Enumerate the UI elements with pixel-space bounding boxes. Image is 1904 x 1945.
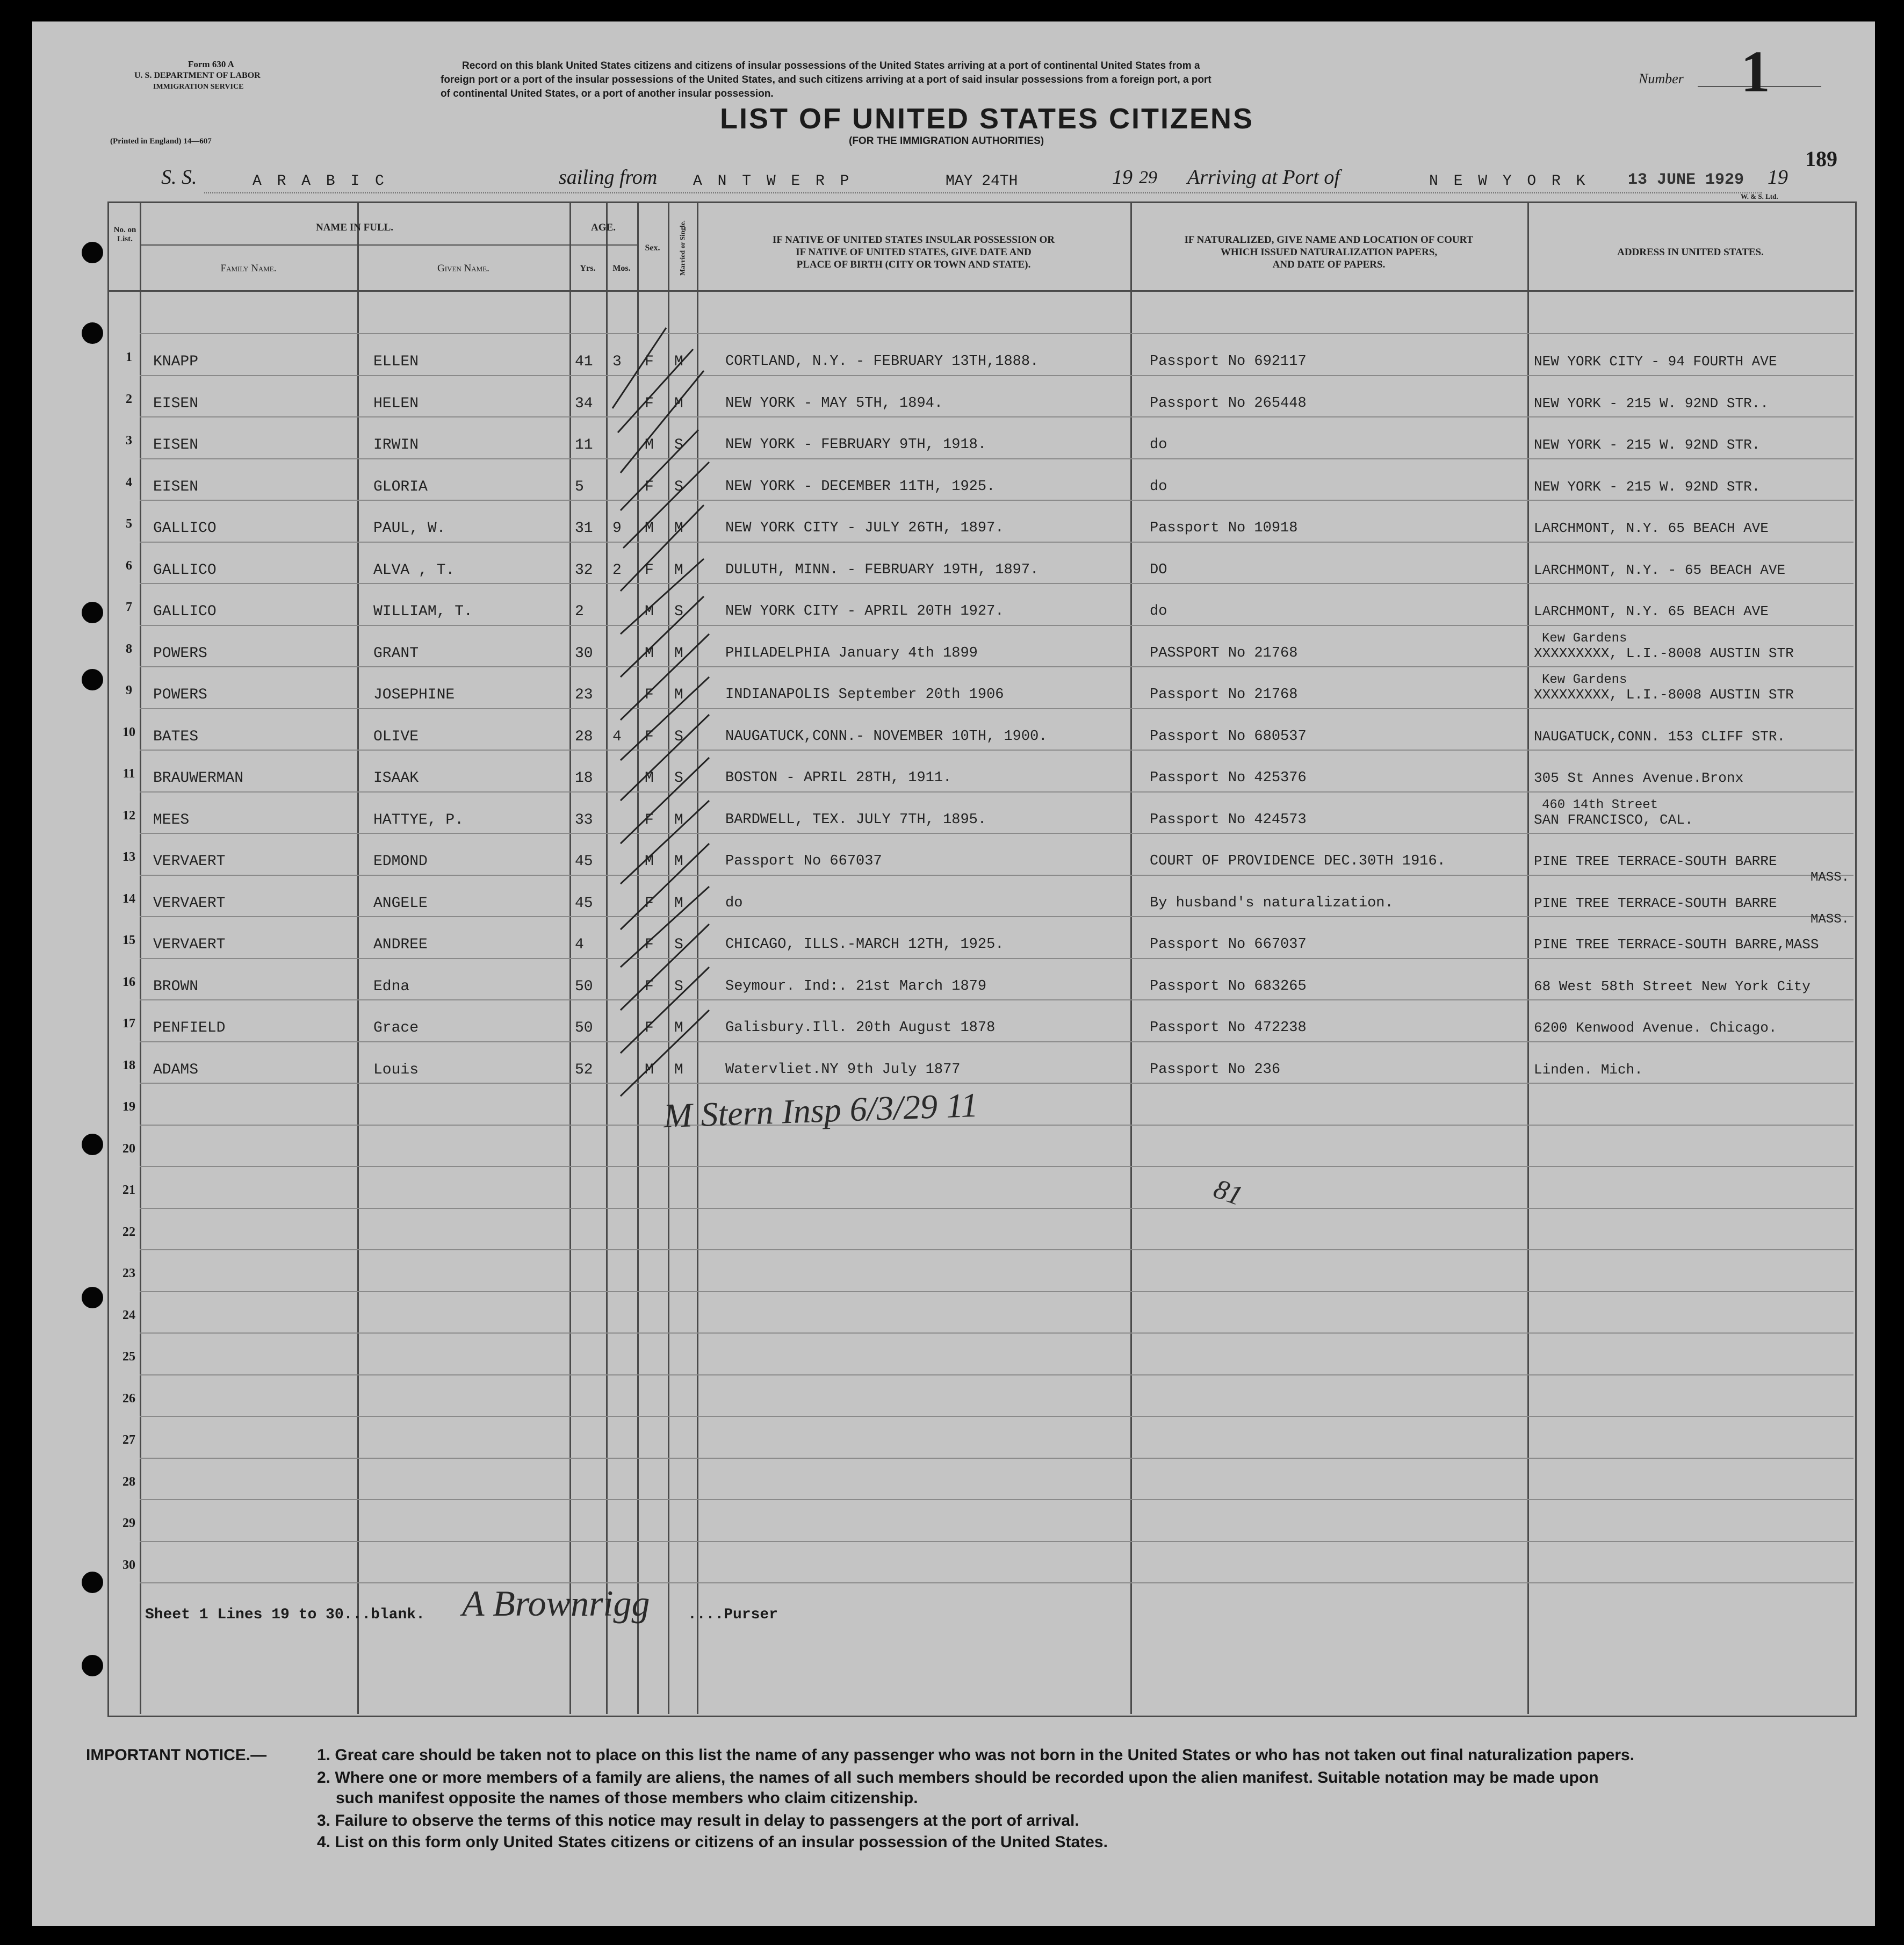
birth-place-date: BARDWELL, TEX. JULY 7TH, 1895. xyxy=(725,812,987,828)
family-name: EISEN xyxy=(153,395,199,412)
given-name: ELLEN xyxy=(373,354,419,370)
marital-status: S xyxy=(674,603,683,620)
header-bottom xyxy=(107,290,1853,292)
header-age: AGE. xyxy=(591,222,616,233)
address-extra: Kew Gardens xyxy=(1542,673,1627,687)
sex: F xyxy=(645,354,654,370)
birth-place-date: Watervliet.NY 9th July 1877 xyxy=(725,1062,961,1078)
line-number: 20 xyxy=(122,1142,135,1156)
ruled-line xyxy=(140,791,1853,793)
line-number: 12 xyxy=(122,809,135,823)
family-name: BATES xyxy=(153,729,199,745)
line-number: 11 xyxy=(122,767,135,781)
family-name: EISEN xyxy=(153,437,199,453)
family-name: GALLICO xyxy=(153,562,217,579)
header-yrs: Yrs. xyxy=(580,264,596,273)
naturalization: do xyxy=(1150,603,1167,619)
naturalization: Passport No 21768 xyxy=(1150,687,1298,703)
ruled-line xyxy=(140,708,1853,709)
ruled-line xyxy=(140,1458,1853,1459)
naturalization: do xyxy=(1150,479,1167,495)
port-from: A N T W E R P xyxy=(693,173,853,190)
ruled-line xyxy=(140,542,1853,543)
address: 6200 Kenwood Avenue. Chicago. xyxy=(1534,1020,1777,1036)
ship-name: A R A B I C xyxy=(253,173,387,190)
check-mark xyxy=(621,967,709,1053)
marital-status: M xyxy=(674,812,683,829)
naturalization: Passport No 265448 xyxy=(1150,395,1307,412)
birth-place-date: NAUGATUCK,CONN.- NOVEMBER 10TH, 1900. xyxy=(725,729,1048,745)
check-mark xyxy=(612,328,666,408)
service: IMMIGRATION SERVICE xyxy=(153,83,244,91)
address: NEW YORK - 215 W. 92ND STR.. xyxy=(1534,395,1769,412)
family-name: BRAUWERMAN xyxy=(153,770,244,787)
family-name: VERVAERT xyxy=(153,937,226,953)
check-mark xyxy=(621,715,709,801)
check-mark xyxy=(621,505,704,591)
punch-hole xyxy=(82,669,103,690)
given-name: Louis xyxy=(373,1062,419,1078)
sex: F xyxy=(645,687,654,703)
record-note-2: foreign port or a port of the insular possessions of the United States, and such citizens arriving at a port of said insular possessions from a foreign port, a port xyxy=(441,74,1211,85)
age-years: 2 xyxy=(575,603,584,620)
marital-status: S xyxy=(674,937,683,953)
given-name: ANGELE xyxy=(373,895,428,912)
line-number: 27 xyxy=(122,1433,135,1447)
birth-place-date: NEW YORK CITY - JULY 26TH, 1897. xyxy=(725,520,1004,536)
corner-number: 189 xyxy=(1805,147,1837,171)
notice-item-2: 2. Where one or more members of a family are aliens, the names of all such members should be recorded upon the alien manifest. Suitable notation may be made upon xyxy=(317,1769,1599,1786)
naturalization: By husband's naturalization. xyxy=(1150,895,1394,911)
check-mark xyxy=(621,801,709,884)
family-name: POWERS xyxy=(153,645,207,662)
check-mark xyxy=(621,758,709,844)
address: NEW YORK - 215 W. 92ND STR. xyxy=(1534,437,1761,453)
ruled-line xyxy=(140,1249,1853,1250)
marital-status: S xyxy=(674,729,683,745)
name-subheader-line xyxy=(140,244,569,246)
given-name: Edna xyxy=(373,978,410,995)
given-name: IRWIN xyxy=(373,437,419,453)
punch-hole xyxy=(82,1655,103,1676)
ruled-line xyxy=(140,1499,1853,1500)
line-number: 28 xyxy=(122,1475,135,1489)
sex: M xyxy=(645,437,654,453)
ss-label: S. S. xyxy=(161,166,197,189)
address: NEW YORK - 215 W. 92ND STR. xyxy=(1534,479,1761,495)
sailing-from-label: sailing from xyxy=(559,166,658,189)
birth-place-date: DULUTH, MINN. - FEBRUARY 19TH, 1897. xyxy=(725,562,1039,578)
header-native-1: IF NATIVE OF UNITED STATES INSULAR POSSESSION OR xyxy=(773,234,1055,246)
header-nat-2: WHICH ISSUED NATURALIZATION PAPERS, xyxy=(1220,247,1438,258)
family-name: KNAPP xyxy=(153,354,199,370)
line-number: 21 xyxy=(122,1183,135,1197)
family-name: GALLICO xyxy=(153,603,217,620)
age-years: 18 xyxy=(575,770,593,787)
age-years: 45 xyxy=(575,895,593,912)
header-family: Family Name. xyxy=(220,263,277,274)
line-number: 3 xyxy=(126,434,132,448)
given-name: HATTYE, P. xyxy=(373,812,464,829)
birth-place-date: NEW YORK CITY - APRIL 20TH 1927. xyxy=(725,603,1004,619)
check-mark xyxy=(621,596,704,677)
given-name: GRANT xyxy=(373,645,419,662)
check-mark xyxy=(621,559,704,634)
line-number: 7 xyxy=(126,600,132,614)
header-native-2: IF NATIVE OF UNITED STATES, GIVE DATE AND xyxy=(796,247,1032,258)
marital-status: M xyxy=(674,520,683,537)
footer-purser: ....Purser xyxy=(688,1607,778,1623)
birth-place-date: CORTLAND, N.Y. - FEBRUARY 13TH,1888. xyxy=(725,354,1039,370)
naturalization: Passport No 680537 xyxy=(1150,729,1307,745)
record-note-1: Record on this blank United States citizens and citizens of insular possessions of the United States arriving at a port of continental United States from a xyxy=(462,60,1200,71)
check-mark xyxy=(621,1010,709,1096)
page-title: LIST OF UNITED STATES CITIZENS xyxy=(720,103,1254,135)
ruled-line xyxy=(140,375,1853,376)
punch-hole xyxy=(82,242,103,263)
purser-signature: A Brownrigg xyxy=(462,1583,650,1624)
notice-item-2-cont: such manifest opposite the names of those members who claim citizenship. xyxy=(336,1789,918,1807)
family-name: BROWN xyxy=(153,978,199,995)
notice-item-4: 4. List on this form only United States citizens or citizens of an insular possession of the United States. xyxy=(317,1833,1108,1851)
header-sex: Sex. xyxy=(645,243,660,253)
age-years: 45 xyxy=(575,853,593,870)
naturalization: Passport No 10918 xyxy=(1150,520,1298,536)
ruled-line xyxy=(140,1083,1853,1084)
ruled-line xyxy=(140,1374,1853,1375)
list-number: 1 xyxy=(1741,39,1770,104)
sex: F xyxy=(645,812,654,829)
age-months: 9 xyxy=(612,520,622,537)
footer-sheet-note: Sheet 1 Lines 19 to 30...blank. xyxy=(145,1607,425,1623)
check-mark xyxy=(621,887,709,967)
arriving-label: Arriving at Port of xyxy=(1187,166,1340,189)
check-mark xyxy=(621,844,709,930)
sex: M xyxy=(645,520,654,537)
punch-hole xyxy=(82,322,103,344)
header-address: ADDRESS IN UNITED STATES. xyxy=(1617,247,1764,258)
marital-status: S xyxy=(674,479,683,495)
ruled-line xyxy=(140,1582,1853,1583)
line-number: 14 xyxy=(122,892,135,906)
page-subtitle: (FOR THE IMMIGRATION AUTHORITIES) xyxy=(849,135,1044,147)
line-number: 26 xyxy=(122,1392,135,1406)
age-years: 33 xyxy=(575,812,593,829)
naturalization: Passport No 472238 xyxy=(1150,1020,1307,1036)
line-number: 30 xyxy=(122,1558,135,1572)
manifest-sheet xyxy=(32,21,1875,1926)
handwritten-checkmarks xyxy=(569,247,763,1139)
marital-status: M xyxy=(674,895,683,912)
age-years: 30 xyxy=(575,645,593,662)
address-extra: 460 14th Street xyxy=(1542,798,1658,812)
address-extra: MASS. xyxy=(1811,912,1850,927)
notice-item-1: 1. Great care should be taken not to place on this list the name of any passenger who was not born in the United States or who has not taken out final naturalization papers. xyxy=(317,1746,1635,1764)
line-number: 1 xyxy=(126,350,132,364)
check-mark xyxy=(621,634,709,720)
page-mark: 81 xyxy=(1209,1173,1247,1212)
address: NAUGATUCK,CONN. 153 CLIFF STR. xyxy=(1534,729,1786,745)
address: PINE TREE TERRACE-SOUTH BARRE xyxy=(1534,853,1777,869)
ruled-line xyxy=(140,1166,1853,1167)
given-name: ISAAK xyxy=(373,770,419,787)
ruled-line xyxy=(140,875,1853,876)
age-subheader-line xyxy=(569,244,637,246)
table-frame xyxy=(107,201,1857,1717)
ruled-line xyxy=(140,1541,1853,1542)
line-number: 4 xyxy=(126,476,132,489)
arrival-stamp: 13 JUNE 1929 xyxy=(1628,171,1744,189)
marital-status: M xyxy=(674,562,683,579)
marital-status: M xyxy=(674,1020,683,1036)
given-name: Grace xyxy=(373,1020,419,1036)
sailing-date: MAY 24TH xyxy=(946,173,1018,190)
ruled-line xyxy=(140,333,1853,334)
sex: M xyxy=(645,770,654,787)
marital-status: M xyxy=(674,645,683,662)
punch-hole xyxy=(82,1287,103,1308)
ruled-line xyxy=(140,458,1853,459)
line-number: 10 xyxy=(122,725,135,739)
ruled-line xyxy=(140,750,1853,751)
age-years: 41 xyxy=(575,354,593,370)
age-years: 28 xyxy=(575,729,593,745)
ruled-line xyxy=(140,666,1853,667)
address-extra: Kew Gardens xyxy=(1542,631,1627,646)
age-years: 31 xyxy=(575,520,593,537)
form-number: Form 630 A xyxy=(188,59,234,69)
marital-status: M xyxy=(674,354,683,370)
naturalization: Passport No 424573 xyxy=(1150,812,1307,828)
line-number: 17 xyxy=(122,1017,135,1031)
ruled-line xyxy=(140,958,1853,959)
family-name: GALLICO xyxy=(153,520,217,537)
age-years: 52 xyxy=(575,1062,593,1078)
check-mark xyxy=(618,349,693,433)
age-years: 50 xyxy=(575,978,593,995)
line-number: 25 xyxy=(122,1350,135,1364)
line-number: 8 xyxy=(126,642,132,656)
header-native-3: PLACE OF BIRTH (CITY OR TOWN AND STATE). xyxy=(796,259,1031,270)
ruled-line xyxy=(140,999,1853,1000)
sex: M xyxy=(645,1062,654,1078)
ruled-line xyxy=(140,916,1853,917)
marital-status: M xyxy=(674,1062,683,1078)
punch-hole xyxy=(82,602,103,623)
age-years: 50 xyxy=(575,1020,593,1036)
age-months: 3 xyxy=(612,354,622,370)
ruled-line xyxy=(140,416,1853,417)
punch-hole xyxy=(82,1134,103,1155)
sex: F xyxy=(645,895,654,912)
birth-place-date: Galisbury.Ill. 20th August 1878 xyxy=(725,1020,996,1036)
given-name: ALVA , T. xyxy=(373,562,455,579)
given-name: HELEN xyxy=(373,395,419,412)
address: 305 St Annes Avenue.Bronx xyxy=(1534,770,1744,786)
address: LARCHMONT, N.Y. 65 BEACH AVE xyxy=(1534,520,1769,536)
naturalization: Passport No 692117 xyxy=(1150,354,1307,370)
address: PINE TREE TERRACE-SOUTH BARRE xyxy=(1534,895,1777,911)
ruled-line xyxy=(140,1125,1853,1126)
header-given: Given Name. xyxy=(437,263,489,274)
naturalization: Passport No 683265 xyxy=(1150,978,1307,995)
record-note-3: of continental United States, or a port of another insular possession. xyxy=(441,88,774,99)
age-years: 34 xyxy=(575,395,593,412)
given-name: GLORIA xyxy=(373,479,428,495)
sex: F xyxy=(645,729,654,745)
notice-heading: IMPORTANT NOTICE.— xyxy=(86,1746,267,1764)
sex: F xyxy=(645,479,654,495)
birth-place-date: PHILADELPHIA January 4th 1899 xyxy=(725,645,978,661)
ruled-line xyxy=(140,833,1853,834)
department: U. S. DEPARTMENT OF LABOR xyxy=(134,71,261,80)
family-name: ADAMS xyxy=(153,1062,199,1078)
birth-place-date: INDIANAPOLIS September 20th 1906 xyxy=(725,687,1004,703)
address: Linden. Mich. xyxy=(1534,1062,1643,1078)
birth-place-date: NEW YORK - MAY 5TH, 1894. xyxy=(725,395,943,412)
line-number: 6 xyxy=(126,559,132,573)
sex: F xyxy=(645,562,654,579)
address: LARCHMONT, N.Y. 65 BEACH AVE xyxy=(1534,603,1769,619)
marital-status: M xyxy=(674,395,683,412)
line-number: 24 xyxy=(122,1308,135,1322)
ruled-line xyxy=(140,1416,1853,1417)
age-years: 23 xyxy=(575,687,593,703)
marital-status: M xyxy=(674,687,683,703)
ruled-line xyxy=(140,1208,1853,1209)
given-name: ANDREE xyxy=(373,937,428,953)
given-name: PAUL, W. xyxy=(373,520,446,537)
given-name: OLIVE xyxy=(373,729,419,745)
line-number: 5 xyxy=(126,517,132,531)
family-name: VERVAERT xyxy=(153,895,226,912)
year-suffix: 29 xyxy=(1139,168,1157,188)
sex: F xyxy=(645,395,654,412)
port-to: N E W Y O R K xyxy=(1429,173,1589,190)
address: 68 West 58th Street New York City xyxy=(1534,978,1811,995)
ruled-line xyxy=(140,1291,1853,1292)
ruled-line xyxy=(140,1041,1853,1042)
age-years: 32 xyxy=(575,562,593,579)
marital-status: M xyxy=(674,853,683,870)
address: SAN FRANCISCO, CAL. xyxy=(1534,812,1693,828)
given-name: WILLIAM, T. xyxy=(373,603,473,620)
line-number: 13 xyxy=(122,850,135,864)
marital-status: S xyxy=(674,770,683,787)
address: XXXXXXXXX, L.I.-8008 AUSTIN STR xyxy=(1534,687,1794,703)
given-name: EDMOND xyxy=(373,853,428,870)
sex: F xyxy=(645,937,654,953)
check-mark xyxy=(621,924,709,1010)
header-name: NAME IN FULL. xyxy=(315,222,394,233)
check-mark xyxy=(621,430,698,510)
address: LARCHMONT, N.Y. - 65 BEACH AVE xyxy=(1534,562,1786,578)
line-number: 2 xyxy=(126,392,132,406)
family-name: MEES xyxy=(153,812,190,829)
address-extra: MASS. xyxy=(1811,870,1850,885)
sex: M xyxy=(645,645,654,662)
ruled-line xyxy=(140,583,1853,584)
ruled-line xyxy=(140,500,1853,501)
birth-place-date: do xyxy=(725,895,743,911)
naturalization: Passport No 236 xyxy=(1150,1062,1281,1078)
notice-item-3: 3. Failure to observe the terms of this notice may result in delay to passengers at the port of arrival. xyxy=(317,1812,1079,1829)
printed-note: (Printed in England) 14—607 xyxy=(110,137,212,146)
punch-hole xyxy=(82,1572,103,1593)
check-mark xyxy=(623,462,709,548)
check-mark xyxy=(621,371,704,473)
birth-place-date: NEW YORK - FEBRUARY 9TH, 1918. xyxy=(725,437,987,453)
family-name: EISEN xyxy=(153,479,199,495)
naturalization: Passport No 425376 xyxy=(1150,770,1307,786)
ws-ltd: W. & S. Ltd. xyxy=(1741,192,1778,200)
birth-place-date: BOSTON - APRIL 28TH, 1911. xyxy=(725,770,952,786)
birth-place-date: Passport No 667037 xyxy=(725,853,882,869)
age-months: 4 xyxy=(612,729,622,745)
sex: F xyxy=(645,978,654,995)
birth-place-date: Seymour. Ind:. 21st March 1879 xyxy=(725,978,987,995)
sex: M xyxy=(645,603,654,620)
sex: F xyxy=(645,1020,654,1036)
year-prefix: 19 xyxy=(1112,166,1133,189)
birth-place-date: CHICAGO, ILLS.-MARCH 12TH, 1925. xyxy=(725,937,1004,953)
family-name: PENFIELD xyxy=(153,1020,226,1036)
naturalization: Passport No 667037 xyxy=(1150,937,1307,953)
naturalization: DO xyxy=(1150,562,1167,578)
year-end: 19 xyxy=(1768,166,1788,189)
family-name: VERVAERT xyxy=(153,853,226,870)
line-number: 29 xyxy=(122,1516,135,1530)
header-married: Married or Single. xyxy=(678,220,687,276)
birth-place-date: NEW YORK - DECEMBER 11TH, 1925. xyxy=(725,479,996,495)
age-months: 2 xyxy=(612,562,622,579)
line-number: 9 xyxy=(126,683,132,697)
family-name: POWERS xyxy=(153,687,207,703)
line-number: 19 xyxy=(122,1100,135,1114)
ruled-line xyxy=(140,1332,1853,1334)
age-years: 11 xyxy=(575,437,593,453)
naturalization: do xyxy=(1150,437,1167,453)
sex: M xyxy=(645,853,654,870)
naturalization: COURT OF PROVIDENCE DEC.30TH 1916. xyxy=(1150,853,1446,869)
naturalization: PASSPORT No 21768 xyxy=(1150,645,1298,661)
line-number: 16 xyxy=(122,975,135,989)
given-name: JOSEPHINE xyxy=(373,687,455,703)
address: XXXXXXXXX, L.I.-8008 AUSTIN STR xyxy=(1534,645,1794,661)
age-years: 4 xyxy=(575,937,584,953)
line-number: 23 xyxy=(122,1266,135,1280)
line-number: 22 xyxy=(122,1225,135,1239)
address: NEW YORK CITY - 94 FOURTH AVE xyxy=(1534,354,1777,370)
voyage-underline xyxy=(204,192,1762,193)
marital-status: S xyxy=(674,978,683,995)
header-nat-1: IF NATURALIZED, GIVE NAME AND LOCATION OF COURT xyxy=(1184,234,1474,246)
inspector-signature: M Stern Insp 6/3/29 11 xyxy=(662,1085,979,1135)
check-mark xyxy=(621,677,709,760)
header-nat-3: AND DATE OF PAPERS. xyxy=(1272,259,1386,270)
line-number: 15 xyxy=(122,933,135,947)
header-no: No. on List. xyxy=(113,226,136,243)
address: PINE TREE TERRACE-SOUTH BARRE,MASS xyxy=(1534,937,1819,953)
number-label: Number xyxy=(1639,71,1684,87)
age-years: 5 xyxy=(575,479,584,495)
line-number: 18 xyxy=(122,1058,135,1072)
header-mos: Mos. xyxy=(612,264,631,273)
ruled-line xyxy=(140,625,1853,626)
marital-status: S xyxy=(674,437,683,453)
